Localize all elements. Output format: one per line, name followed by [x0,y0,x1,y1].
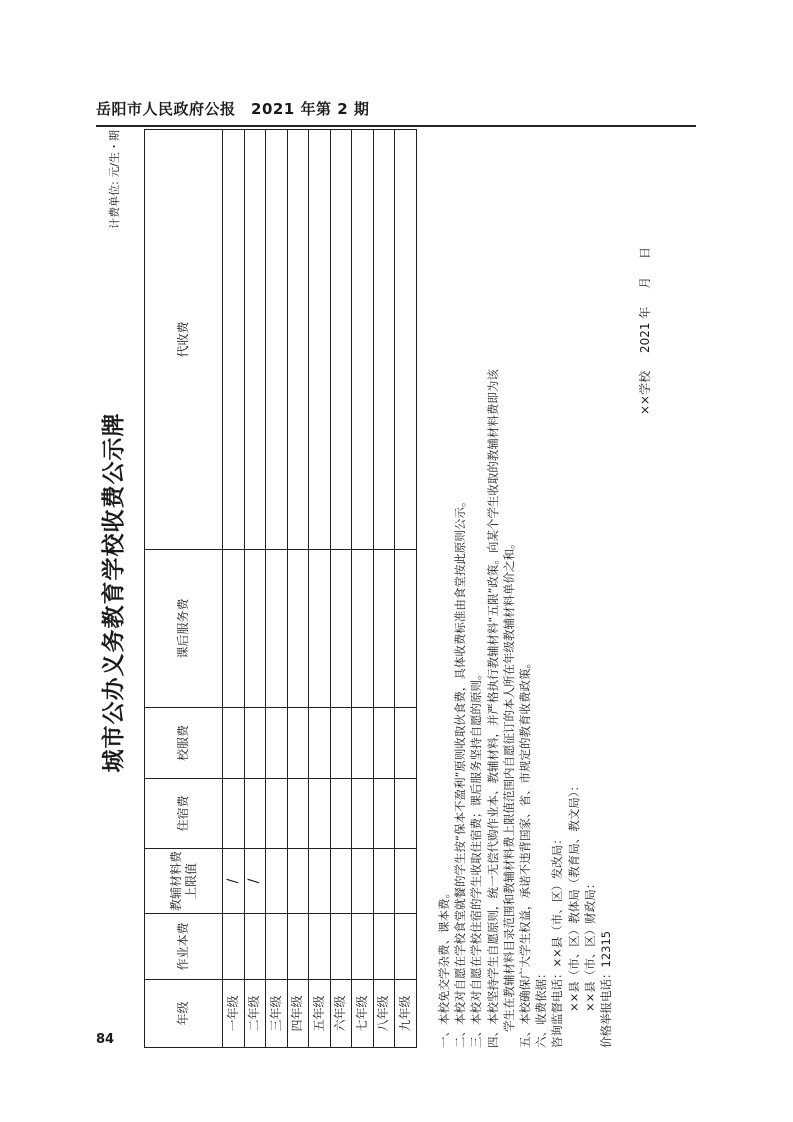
table-cell [223,779,245,849]
table-cell [395,849,417,914]
grade-cell: 一年级 [223,980,245,1048]
table-cell [287,130,309,550]
price-hotline: 价格举报电话：12315 [599,930,614,1048]
complaint-phones [549,138,565,1048]
table-cell [330,914,352,980]
table-cell [309,779,331,849]
table-row [395,130,417,1048]
table-row [223,130,245,1048]
note-6: 六、收费依据： [534,967,549,1048]
table-cell [373,708,395,779]
slash-cell: / [244,849,266,914]
table-cell [287,779,309,849]
table-cell [395,130,417,550]
header-lodging-fee: 住宿费 [145,779,223,849]
table-cell [287,914,309,980]
grade-cell: 三年级 [266,980,288,1048]
note-4: 四、本校坚持学生自愿原则，统一无偿代购作业本、教辅材料，并严格执行教辅材料“五限”政策。向某个学生收取的教辅材料费即为该 [485,369,500,1048]
table-cell [395,550,417,708]
header-collected-fee: 代收费 [145,130,223,550]
table-cell [352,914,374,980]
rotated-notice [96,130,696,1055]
table-cell [330,708,352,779]
complaint-dev-reform: ××县（市、区）发改局： [550,833,565,968]
complaint-finance: ××县（市、区）财政局： [582,877,597,1012]
table-cell [395,708,417,779]
slash-cell: / [223,849,245,914]
table-row [287,130,309,1048]
table-cell [352,708,374,779]
table-cell [330,130,352,550]
table-cell [287,550,309,708]
table-cell [330,849,352,914]
table-cell [352,849,374,914]
header-afterschool-fee: 课后服务费 [145,550,223,708]
table-cell [309,708,331,779]
grade-cell: 七年级 [352,980,374,1048]
table-cell [309,550,331,708]
signature-year: 2021 年 [638,306,652,354]
complaint-education: ××县（市、区）教体局（教育局、教文局）： [566,779,581,1012]
complaint-label: 咨询监督电话： [550,967,565,1048]
table-cell [373,914,395,980]
page-number: 84 [96,1032,115,1047]
table-cell [309,849,331,914]
table-cell [395,914,417,980]
table-row [373,130,395,1048]
table-cell [395,779,417,849]
note-3: 三、本校对自愿在学校住宿的学生收取住宿费；课后服务坚持自愿的原则。 [469,668,484,1048]
billing-unit: 计费单位: 元/生・期 [108,130,121,229]
table-header-row [145,130,223,1048]
table-cell [244,130,266,550]
table-row [352,130,374,1048]
table-cell [266,914,288,980]
table-row [330,130,352,1048]
table-cell [287,708,309,779]
note-2: 二、本校对自愿在学校食堂就餐的学生按“保本不盈利”原则收取伙食费，具体收费标准由食堂按此原则公示。 [453,495,468,1048]
table-cell [330,779,352,849]
table-cell [373,130,395,550]
table-cell [352,550,374,708]
table-cell [244,914,266,980]
table-cell [373,550,395,708]
grade-cell: 六年级 [330,980,352,1048]
table-cell [330,550,352,708]
table-cell [223,550,245,708]
signature-month: 月 [638,276,652,289]
table-cell [244,550,266,708]
note-4-continued: 学生在教辅材料目录范围和教辅材料费上限值范围内自愿征订的本人所在年级教辅材料单价之和。 [501,537,516,1032]
school-name: ××学校 [638,370,652,415]
header-homework-fee: 作业本费 [145,914,223,980]
header-uniform-fee: 校服费 [145,708,223,779]
table-cell [373,849,395,914]
table-row [266,130,288,1048]
grade-cell: 九年级 [395,980,417,1048]
table-cell [309,914,331,980]
table-cell [223,914,245,980]
publication-header: 岳阳市人民政府公报 2021 年第 2 期 [96,100,370,118]
grade-cell: 四年级 [287,980,309,1048]
header-grade: 年级 [145,980,223,1048]
table-cell [309,130,331,550]
table-row [244,130,266,1048]
table-cell [244,779,266,849]
table-cell [266,708,288,779]
table-cell [352,130,374,550]
notice-title: 城市公办义务教育学校收费公示牌 [100,412,127,773]
table-cell [266,779,288,849]
table-cell [266,550,288,708]
table-cell [373,779,395,849]
header-rule [96,125,696,127]
table-cell [223,130,245,550]
table-cell [223,708,245,779]
grade-cell: 五年级 [309,980,331,1048]
table-cell [266,849,288,914]
note-1: 一、本校免交学杂费、课本费。 [437,887,451,1048]
header-materials-fee: 教辅材料费上限值 [145,849,223,914]
table-cell [352,779,374,849]
grade-cell: 二年级 [244,980,266,1048]
notes-section [436,138,614,1048]
note-5: 五、本校确保广大学生权益，承诺不违背国家、省、市规定的教育收费政策。 [518,657,533,1048]
table-row [309,130,331,1048]
table-cell [244,708,266,779]
table-cell [287,849,309,914]
signature-block [636,233,653,415]
grade-cell: 八年级 [373,980,395,1048]
table-cell [266,130,288,550]
signature-day: 日 [638,247,652,260]
fee-table [144,129,417,1048]
